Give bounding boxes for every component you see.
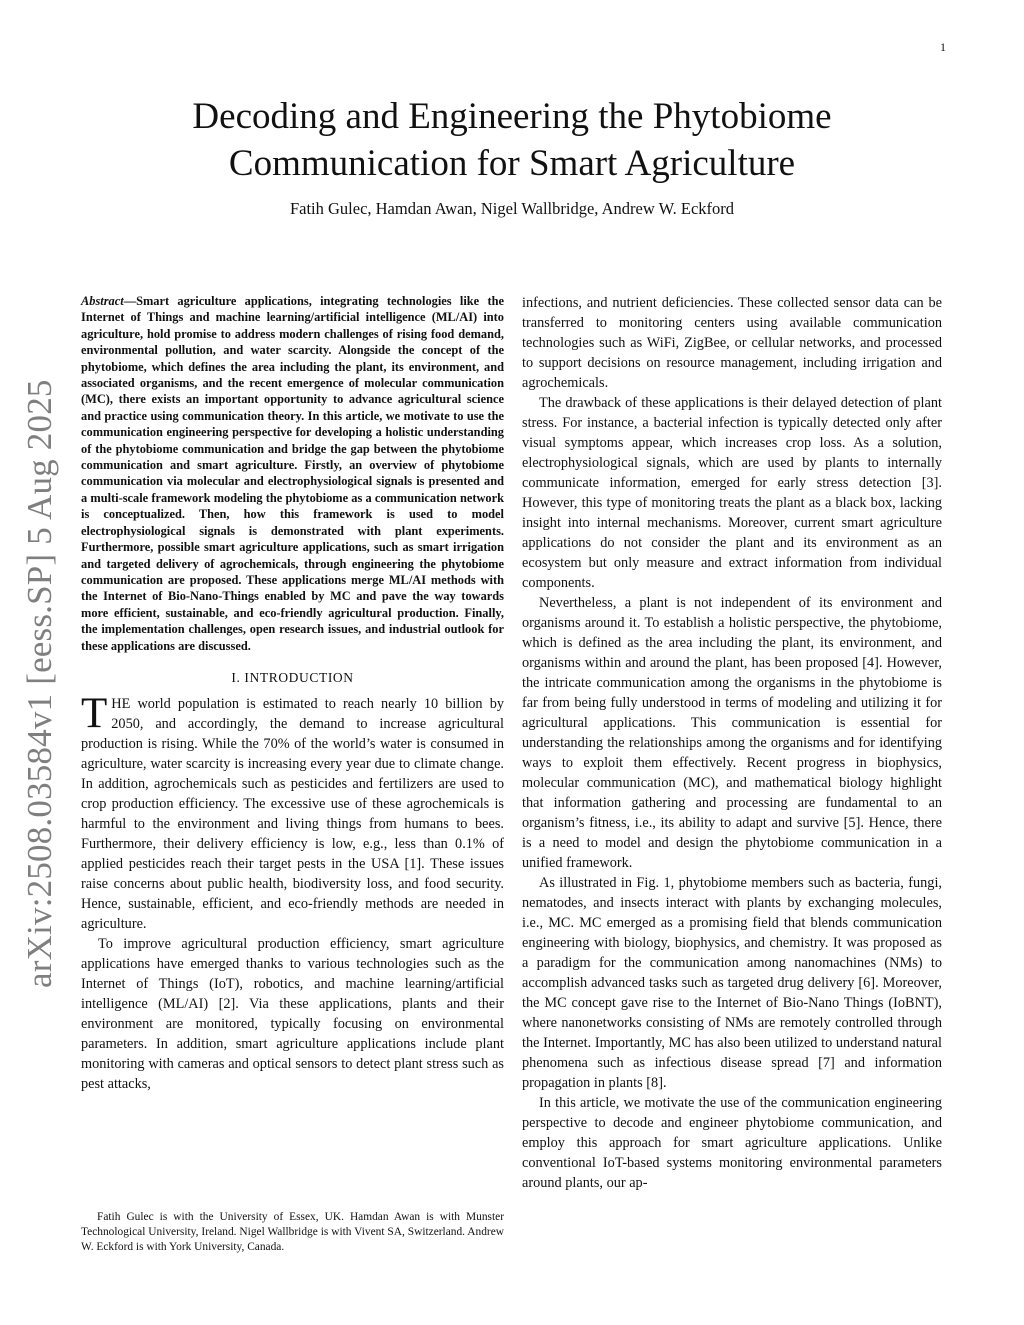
title-line-1: Decoding and Engineering the Phytobiome <box>192 96 832 137</box>
intro-paragraph-1 <box>81 689 504 934</box>
author-affiliation-footnote: Fatih Gulec is with the University of Essex, UK. Hamdan Awan is with Munster Technological University, Ireland. Nigel Wallbridge is with Vivent SA, Switzerland. Andrew W. Eckford is with York University, Canada. <box>81 1211 504 1253</box>
arxiv-identifier-stamp: arXiv:2508.03584v1 [eess.SP] 5 Aug 2025 <box>20 379 59 988</box>
drop-cap-letter: T <box>81 689 108 737</box>
abstract-label: Abstract <box>81 294 124 308</box>
page-number: 1 <box>940 40 946 54</box>
right-paragraph-4: As illustrated in Fig. 1, phytobiome members such as bacteria, fungi, nematodes, and insects interact with plants by exchanging molecules, i.e., MC. MC emerged as a promising field that blends communication engineering with biology, biophysics, and chemistry. It was proposed as a paradigm for the communication among nanomachines (NMs) to accomplish advanced tasks such as targeted drug delivery [6]. Moreover, the MC concept gave rise to the Internet of Bio-Nano Things (IoBNT), where nanonetworks consisting of NMs are remotely controlled through the Internet. Importantly, MC has also been utilized to understand natural phenomena such as infectious disease spread [7] and information propagation in plants [8]. <box>522 875 942 1091</box>
paper-title <box>100 93 924 187</box>
introduction-body <box>81 689 504 1094</box>
intro-paragraph-1-text: HE world population is estimated to reach nearly 10 billion by 2050, and accordingly, the demand to increase agricultural production is rising. While the 70% of the world’s water is consumed in agriculture, water scarcity is increasing every year due to climate change. In addition, agrochemicals such as pesticides and fertilizers are used to crop production efficiency. The excessive use of these agrochemicals is harmful to the environment and living things from humans to bees. Furthermore, their delivery efficiency is low, e.g., less than 0.1% of applied pesticides reach their target pests in the USA [1]. These issues raise concerns about public health, biodiversity loss, and food security. Hence, sustainable, efficient, and eco-friendly methods are needed in agriculture. <box>81 695 504 932</box>
author-list: Fatih Gulec, Hamdan Awan, Nigel Wallbridge, Andrew W. Eckford <box>289 199 735 218</box>
right-paragraph-1: infections, and nutrient deficiencies. These collected sensor data can be transferred to monitoring centers using available communication technologies such as WiFi, ZigBee, or cellular networks, and processed to support decisions on resource management, including irrigation and agrochemicals. <box>522 295 942 391</box>
right-paragraph-3: Nevertheless, a plant is not independent of its environment and organisms around it. To establish a holistic perspective, the phytobiome, which is defined as the area including the plant, its environment, and organisms within and around the plant, has been proposed [4]. However, the intricate communication among the organisms in the phytobiome is far from being fully understood in terms of modeling and utilizing it for agricultural applications. This communication is essential for understanding the relationships among the organisms and for identifying ways to exploit them effectively. Recent progress in biophysics, molecular communication (MC), and mathematical biology highlight that information gathering and processing are fundamental to an organism’s fitness, i.e., its ability to adapt and survive [5]. Hence, there is a need to model and design the phytobiome communication in a unified framework. <box>522 595 942 871</box>
right-paragraph-2: The drawback of these applications is their delayed detection of plant stress. For instance, a bacterial infection is typically detected only after visual symptoms appear, which increases crop loss. As a solution, electrophysiological signals, which are used by plants to internally communicate information, emerged for early stress detection [3]. However, this type of monitoring treats the plant as a black box, lacking insight into internal mechanisms. Moreover, current smart agriculture applications do not consider the plant and its environment as an ecosystem but only measure and extract information from individual components. <box>522 395 942 591</box>
intro-paragraph-2: To improve agricultural production efficiency, smart agriculture applications have emerged thanks to various technologies such as the Internet of Things (IoT), robotics, and machine learning/artificial intelligence (ML/AI) [2]. Via these applications, plants and their environment are monitored, typically focusing on environmental parameters. In addition, smart agriculture applications include plant monitoring with cameras and optical sensors to detect plant stress such as pest attacks, <box>81 935 504 1092</box>
left-column <box>81 293 504 1094</box>
right-paragraph-5: In this article, we motivate the use of the communication engineering perspective to decode and engineer phytobiome communication, and employ this approach for smart agriculture applications. Unlike conventional IoT-based systems monitoring environmental parameters around plants, our ap- <box>522 1095 942 1191</box>
abstract <box>81 293 504 654</box>
section-heading-introduction: I. INTRODUCTION <box>231 669 354 685</box>
right-column <box>522 293 942 1193</box>
abstract-text: —Smart agriculture applications, integrating technologies like the Internet of Things and machine learning/artificial intelligence (ML/AI) into agriculture, hold promise to address modern challenges of rising food demand, environmental pollution, and water scarcity. Alongside the concept of the phytobiome, which defines the area including the plant, its environment, and associated organisms, and the recent emergence of molecular communication (MC), there exists an important opportunity to advance agricultural science and practice using communication theory. In this article, we motivate to use the communication engineering perspective for developing a holistic understanding of the phytobiome communication and bridge the gap between the phytobiome communication and smart agriculture. Firstly, an overview of phytobiome communication via molecular and electrophysiological signals is presented and a multi-scale framework modeling the phytobiome as a communication network is conceptualized. Then, how this framework is used to model electrophysiological signals is demonstrated with plant experiments. Furthermore, possible smart agriculture applications, such as smart irrigation and targeted delivery of agrochemicals, through engineering the phytobiome communication are proposed. These applications merge ML/AI methods with the Internet of Bio-Nano-Things enabled by MC and pave the way towards more efficient, sustainable, and eco-friendly agricultural production. Finally, the implementation challenges, open research issues, and industrial outlook for these applications are discussed. <box>81 294 504 653</box>
title-line-2: Communication for Smart Agriculture <box>228 143 796 184</box>
